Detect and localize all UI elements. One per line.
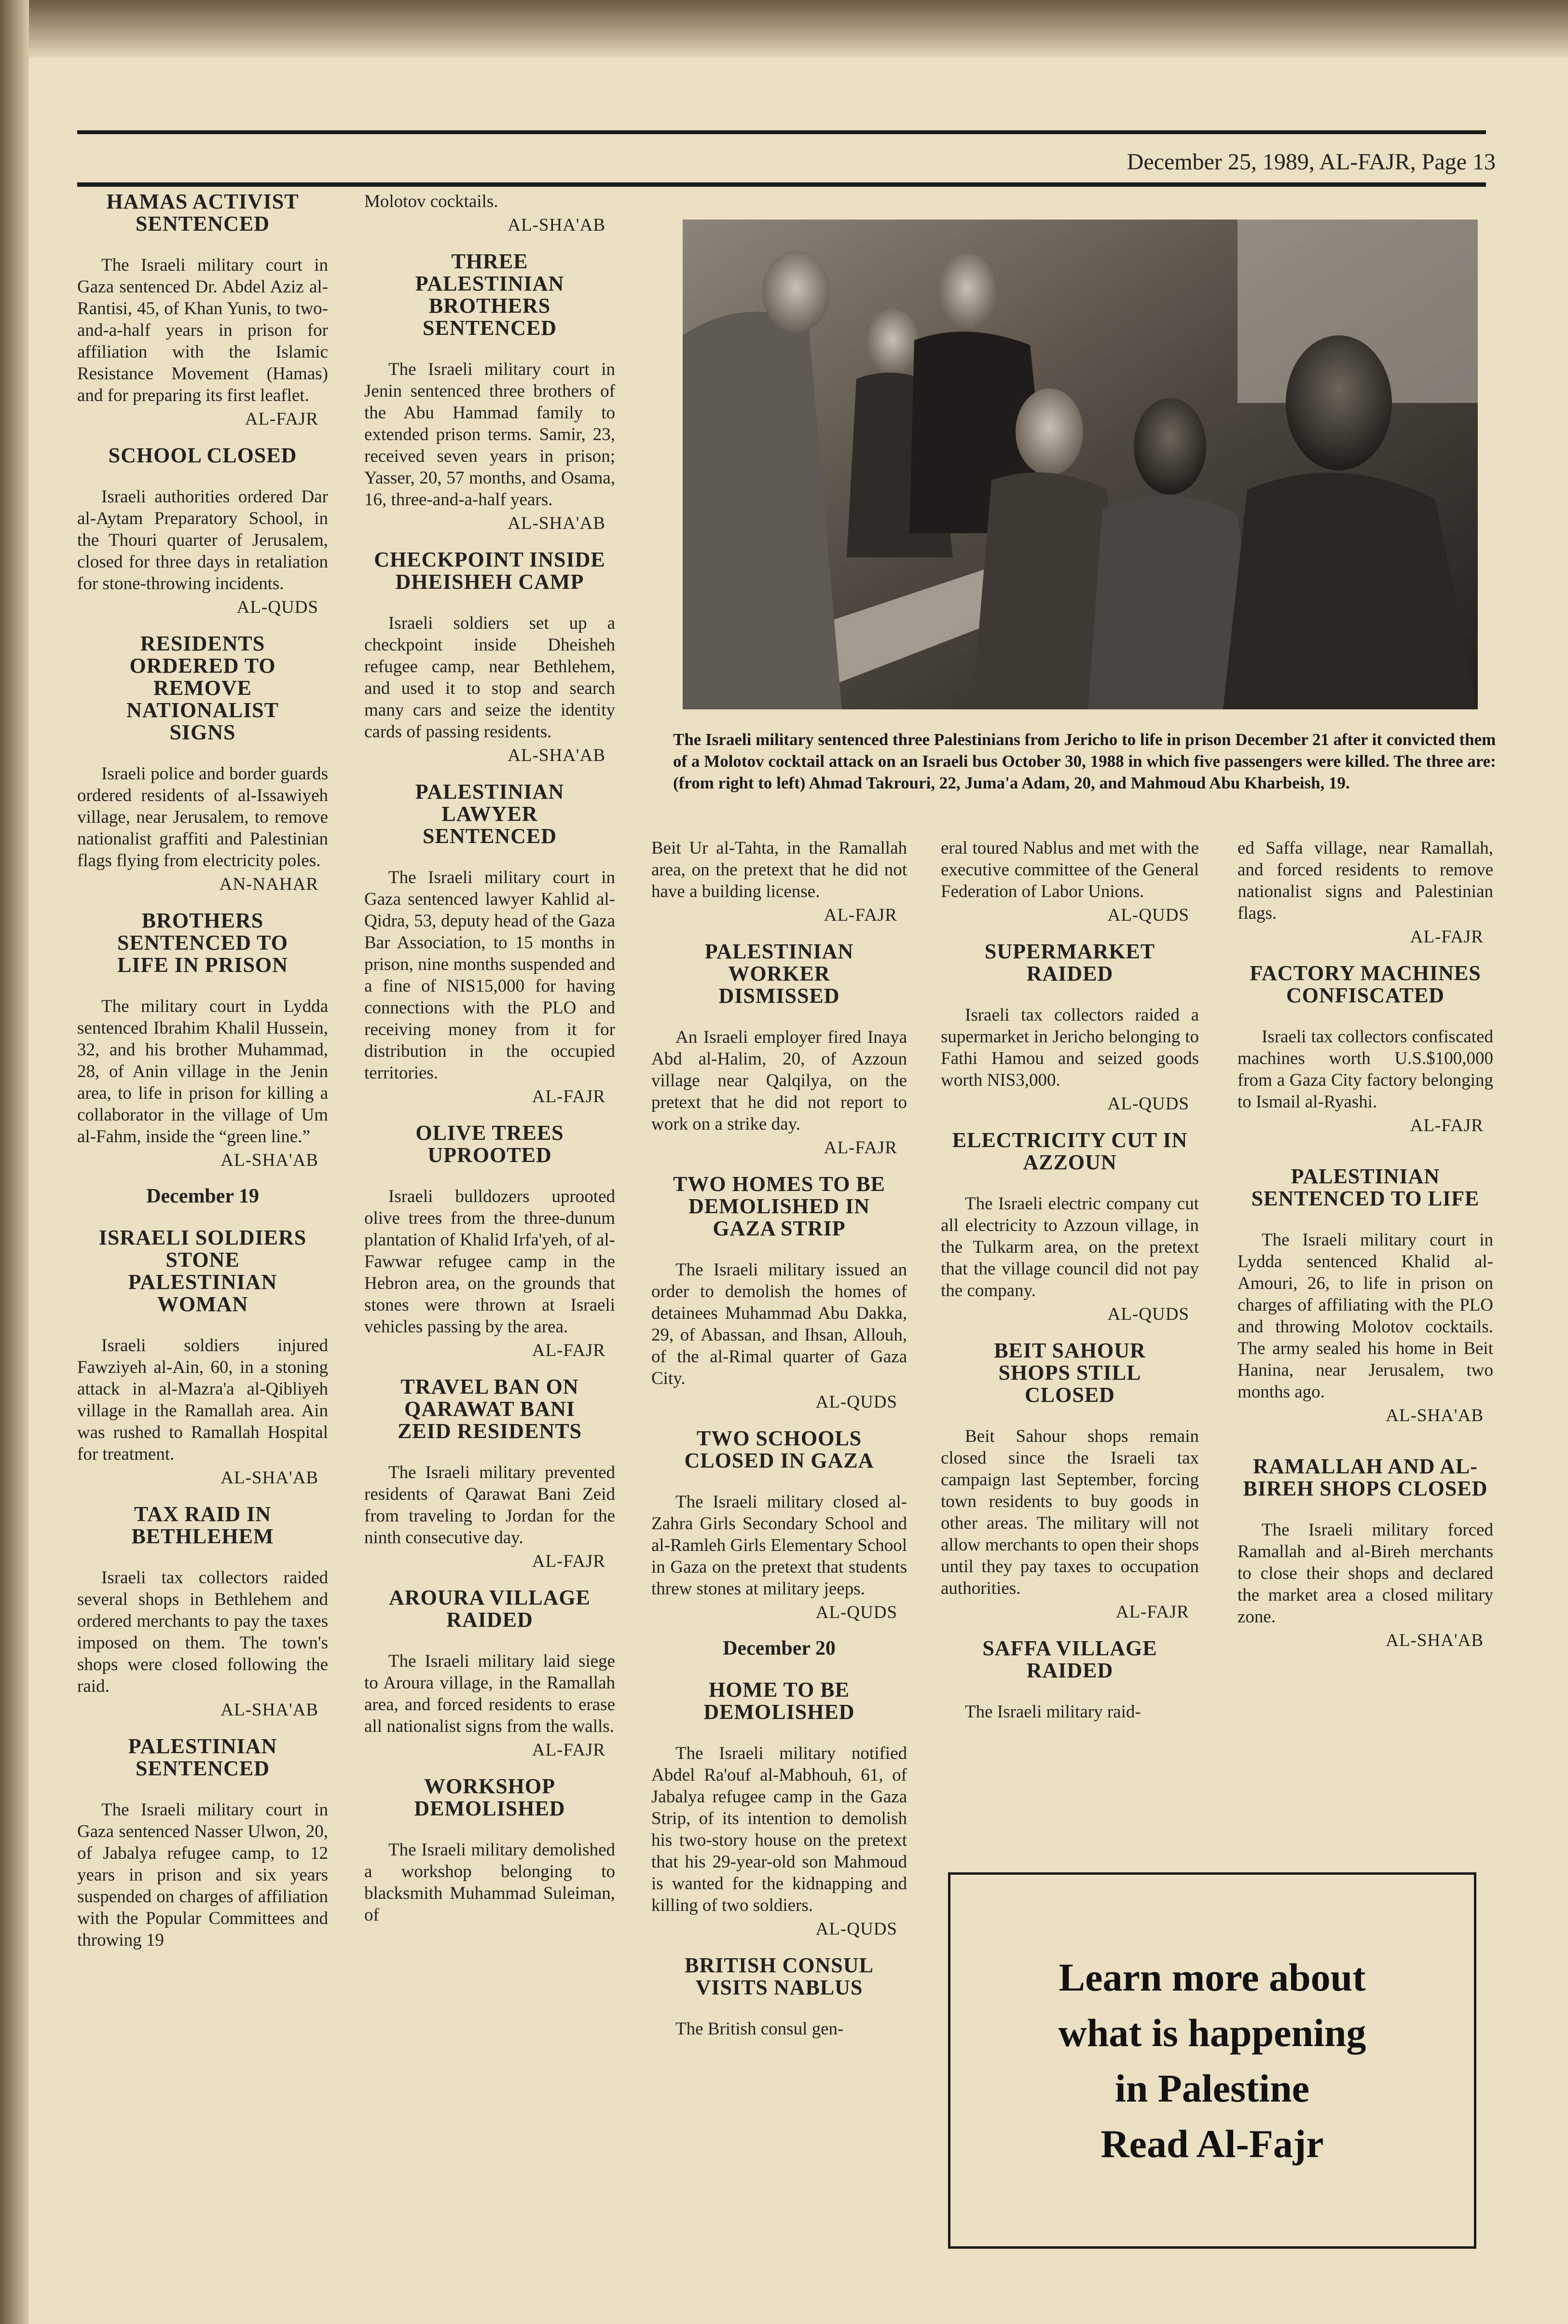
top-rule xyxy=(77,130,1486,134)
article-electricity-cut: The Israeli electric company cut all electricity to Azzoun village, in the Tulkarm area, on the pretext that the village council did not pay the company. xyxy=(941,1194,1199,1300)
source-al-shaab: AL-SHA'AB xyxy=(220,1700,318,1720)
binding-spine xyxy=(0,0,29,2324)
headline-palestinian-sentenced: PALESTINIAN SENTENCED xyxy=(128,1734,277,1780)
headline-brothers-sentenced: BROTHERS SENTENCED TO LIFE IN PRISON xyxy=(117,909,288,977)
headline-palestinian-lawyer: PALESTINIAN LAWYER SENTENCED xyxy=(415,780,564,848)
headline-worker-dismissed: PALESTINIAN WORKER DISMISSED xyxy=(704,940,854,1008)
article-palestinian-lawyer: The Israeli military court in Gaza sentenced lawyer Kahlid al-Qidra, 53, deputy head of the Gaza Bar Association, to 15 months in prison, nine months suspended and a fine of NIS15,000 for having connections with the PLO and receiving money from it for distribution in the occupied territories. xyxy=(364,868,615,1083)
source-al-shaab: AL-SHA'AB xyxy=(508,215,605,235)
photo-illustration xyxy=(683,220,1478,709)
headline-israeli-soldiers-stone: ISRAELI SOLDIERS STONE PALESTINIAN WOMAN xyxy=(98,1226,307,1316)
source-al-fajr: AL-FAJR xyxy=(532,1551,605,1571)
headline-travel-ban: TRAVEL BAN ON QARAWAT BANI ZEID RESIDENTS xyxy=(397,1375,582,1443)
article-continuation: ed Saffa village, near Ramallah, and forced residents to remove nationalist signs and Palestinian flags. xyxy=(1238,838,1493,923)
headline-aroura-village: AROURA VILLAGE RAIDED xyxy=(389,1586,591,1632)
source-al-fajr: AL-FAJR xyxy=(1410,1116,1484,1135)
headline-hamas-activist: HAMAS ACTIVIST SENTENCED xyxy=(106,190,299,235)
source-al-quds: AL-QUDS xyxy=(815,1603,897,1622)
article-continuation: Beit Ur al-Tahta, in the Ramallah area, on the pretext that he did not have a building license. xyxy=(651,838,907,901)
column-4 xyxy=(941,837,1199,1723)
headline-home-demolished: HOME TO BE DEMOLISHED xyxy=(703,1678,855,1724)
ad-line-4: Read Al-Fajr xyxy=(1100,2122,1324,2166)
headline-factory-machines: FACTORY MACHINES CONFISCATED xyxy=(1250,961,1481,1007)
page-folio: December 25, 1989, AL-FAJR, Page 13 xyxy=(1127,149,1496,175)
article-worker-dismissed: An Israeli employer fired Inaya Abd al-Halim, 20, of Azzoun village near Qalqilya, on the pretext that he did not report to work on a strike day. xyxy=(651,1027,907,1134)
article-hamas-activist: The Israeli military court in Gaza sentenced Dr. Abdel Aziz al-Rantisi, 45, of Khan Yunis, to two-and-a-half years in prison for affiliation with the Islamic Resistance Movement (Hamas) and for preparing its first leaflet. xyxy=(77,255,328,405)
article-checkpoint-dheisheh: Israeli soldiers set up a checkpoint inside Dheisheh refugee camp, near Bethlehem, and used it to stop and search many cars and seize the identity cards of passing residents. xyxy=(364,613,615,742)
article-british-consul: The British consul gen- xyxy=(675,2019,844,2039)
article-supermarket-raided: Israeli tax collectors raided a supermarket in Jericho belonging to Fathi Hamou and seized goods worth NIS3,000. xyxy=(941,1005,1199,1090)
source-al-fajr: AL-FAJR xyxy=(532,1341,605,1360)
photo-caption: The Israeli military sentenced three Palestinians from Jericho to life in prison December 21 after it convicted them of a Molotov cocktail attack on an Israeli bus October 30, 1988 in which five passengers were killed. The three are: (from right to left) Ahmad Takrouri, 22, Juma'a Adam, 20, and Mahmoud Abu Kharbeish, 19. xyxy=(673,730,1496,792)
article-israeli-soldiers-stone: Israeli soldiers injured Fawziyeh al-Ain, 60, in a stoning attack in al-Mazra'a al-Qibliyeh village in the Ramallah area. Ain was rushed to Ramallah Hospital for treatment. xyxy=(77,1336,328,1464)
article-palestinian-sentenced: The Israeli military court in Gaza sentenced Nasser Ulwon, 20, of Jabalya refugee camp, to 12 years in prison and six years suspended on charges of affiliation with the Popular Committees and throwing 19 xyxy=(77,1800,328,1950)
headline-residents-ordered: RESIDENTS ORDERED TO REMOVE NATIONALIST SIGNS xyxy=(126,632,279,744)
article-continuation: Molotov cocktails. xyxy=(364,192,498,211)
article-palestinian-sentenced-life: The Israeli military court in Lydda sentenced Khalid al-Amouri, 26, to life in prison on charges of affiliating with the PLO and throwing Molotov cocktails. The army sealed his home in Beit Hanina, near Jerusalem, two months ago. xyxy=(1238,1230,1493,1402)
headline-tax-raid-bethlehem: TAX RAID IN BETHLEHEM xyxy=(131,1502,274,1548)
headline-checkpoint-dheisheh: CHECKPOINT INSIDE DHEISHEH CAMP xyxy=(374,548,605,594)
article-saffa-village: The Israeli military raid- xyxy=(965,1702,1141,1722)
source-al-quds: AL-QUDS xyxy=(236,597,318,617)
article-ramallah-bireh: The Israeli military forced Ramallah and al-Bireh merchants to close their shops and declared the market area a closed military zone. xyxy=(1238,1520,1493,1627)
article-workshop-demolished: The Israeli military demolished a workshop belonging to blacksmith Muhammad Suleiman, of xyxy=(364,1840,615,1925)
headline-electricity-cut: ELECTRICITY CUT IN AZZOUN xyxy=(952,1128,1188,1174)
source-al-shaab: AL-SHA'AB xyxy=(1386,1631,1484,1650)
source-al-shaab: AL-SHA'AB xyxy=(1386,1406,1484,1425)
column-3 xyxy=(651,837,907,2040)
article-tax-raid-bethlehem: Israeli tax collectors raided several shops in Bethlehem and ordered merchants to pay the taxes imposed on them. The town's shops were closed following the raid. xyxy=(77,1568,328,1696)
article-brothers-sentenced: The military court in Lydda sentenced Ibrahim Khalil Hussein, 32, and his brother Muhammad, 28, of Anin village in the Jenin area, to life in prison for killing a collaborator in the village of Um al-Fahm, inside the “green line.” xyxy=(77,996,328,1147)
column-2 xyxy=(364,191,615,1926)
headline-saffa-village: SAFFA VILLAGE RAIDED xyxy=(982,1636,1157,1682)
article-travel-ban: The Israeli military prevented residents of Qarawat Bani Zeid from traveling to Jordan for the ninth consecutive day. xyxy=(364,1463,615,1548)
news-photograph xyxy=(683,220,1478,709)
ad-line-2: what is happening xyxy=(1058,2011,1366,2055)
source-al-shaab: AL-SHA'AB xyxy=(220,1468,318,1488)
article-school-closed: Israeli authorities ordered Dar al-Aytam Preparatory School, in the Thouri quarter of Jerusalem, closed for three days in retaliation for stone-throwing incidents. xyxy=(77,487,328,594)
article-factory-machines: Israeli tax collectors confiscated machines worth U.S.$100,000 from a Gaza City factory belonging to Ismail al-Ryashi. xyxy=(1238,1027,1493,1112)
source-al-quds: AL-QUDS xyxy=(1107,1094,1189,1114)
source-al-fajr: AL-FAJR xyxy=(532,1740,605,1760)
headline-two-schools: TWO SCHOOLS CLOSED IN GAZA xyxy=(684,1426,874,1472)
article-two-homes: The Israeli military issued an order to demolish the homes of detainees Muhammad Abu Dakka, 29, of Abassan, and Ihsan, Allouh, of the al-Rimal quarter of Gaza City. xyxy=(651,1260,907,1388)
headline-palestinian-sentenced-life: PALESTINIAN SENTENCED TO LIFE xyxy=(1251,1164,1480,1210)
article-aroura-village: The Israeli military laid siege to Aroura village, in the Ramallah area, and forced residents to erase all nationalist signs from the walls. xyxy=(364,1651,615,1736)
ad-line-1: Learn more about xyxy=(1059,1955,1366,1999)
source-al-quds: AL-QUDS xyxy=(815,1919,897,1939)
source-al-quds: AL-QUDS xyxy=(815,1392,897,1412)
source-an-nahar: AN-NAHAR xyxy=(219,874,318,894)
headline-ramallah-bireh: RAMALLAH AND AL-BIREH SHOPS CLOSED xyxy=(1243,1454,1488,1500)
article-beit-sahour: Beit Sahour shops remain closed since the Israeli tax campaign last September, forcing town residents to buy goods in other areas. The military will not allow merchants to open their shops until they pay taxes to occupation authorities. xyxy=(941,1426,1199,1598)
source-al-fajr: AL-FAJR xyxy=(532,1087,605,1107)
source-al-fajr: AL-FAJR xyxy=(245,409,318,429)
date-heading-december-20: December 20 xyxy=(723,1637,836,1660)
folio-rule xyxy=(77,182,1486,187)
top-edge xyxy=(0,0,1568,58)
headline-school-closed: SCHOOL CLOSED xyxy=(108,443,297,467)
source-al-fajr: AL-FAJR xyxy=(824,905,897,925)
source-al-shaab: AL-SHA'AB xyxy=(508,746,605,765)
article-residents-ordered: Israeli police and border guards ordered residents of al-Issawiyeh village, near Jerusalem, to remove nationalist graffiti and Palestinian flags flying from electricity poles. xyxy=(77,764,328,871)
source-al-quds: AL-QUDS xyxy=(1107,905,1189,925)
source-al-shaab: AL-SHA'AB xyxy=(508,513,605,533)
source-al-quds: AL-QUDS xyxy=(1107,1304,1189,1324)
article-three-brothers: The Israeli military court in Jenin sentenced three brothers of the Abu Hammad family to extended prison terms. Samir, 23, received seven years in prison; Yasser, 20, 57 months, and Osama, 16, three-and-a-half years. xyxy=(364,360,615,510)
headline-british-consul: BRITISH CONSUL VISITS NABLUS xyxy=(685,1953,874,1999)
column-5 xyxy=(1238,837,1493,1666)
date-heading-december-19: December 19 xyxy=(146,1185,259,1207)
headline-workshop-demolished: WORKSHOP DEMOLISHED xyxy=(414,1774,565,1820)
source-al-fajr: AL-FAJR xyxy=(1410,927,1484,947)
ad-line-3: in Palestine xyxy=(1114,2066,1310,2110)
headline-two-homes: TWO HOMES TO BE DEMOLISHED IN GAZA STRIP xyxy=(673,1172,886,1240)
headline-three-brothers: THREE PALESTINIAN BROTHERS SENTENCED xyxy=(415,249,564,340)
headline-olive-trees: OLIVE TREES UPROOTED xyxy=(415,1121,564,1167)
article-olive-trees: Israeli bulldozers uprooted olive trees from the three-dunum plantation of Khalid Irfa'yeh, of al-Fawwar refugee camp in the Hebron area, on the grounds that stones were thrown at Israeli vehicles passing by the area. xyxy=(364,1187,615,1337)
article-home-demolished: The Israeli military notified Abdel Ra'ouf al-Mabhouh, 61, of Jabalya refugee camp in the Gaza Strip, of its intention to demolish his two-story house on the pretext that his 29-year-old son Mahmoud is wanted for the kidnapping and killing of two soldiers. xyxy=(651,1743,907,1915)
headline-beit-sahour: BEIT SAHOUR SHOPS STILL CLOSED xyxy=(994,1339,1146,1407)
article-continuation: eral toured Nablus and met with the executive committee of the General Federation of Labor Unions. xyxy=(941,838,1199,901)
headline-supermarket-raided: SUPERMARKET RAIDED xyxy=(984,940,1155,985)
source-al-shaab: AL-SHA'AB xyxy=(220,1150,318,1170)
article-two-schools: The Israeli military closed al-Zahra Girls Secondary School and al-Ramleh Girls Elementary School in Gaza on the pretext that students threw stones at military jeeps. xyxy=(651,1492,907,1599)
column-1 xyxy=(77,191,328,1951)
source-al-fajr: AL-FAJR xyxy=(1115,1602,1189,1622)
house-ad-box xyxy=(948,1872,1476,2249)
source-al-fajr: AL-FAJR xyxy=(824,1138,897,1158)
